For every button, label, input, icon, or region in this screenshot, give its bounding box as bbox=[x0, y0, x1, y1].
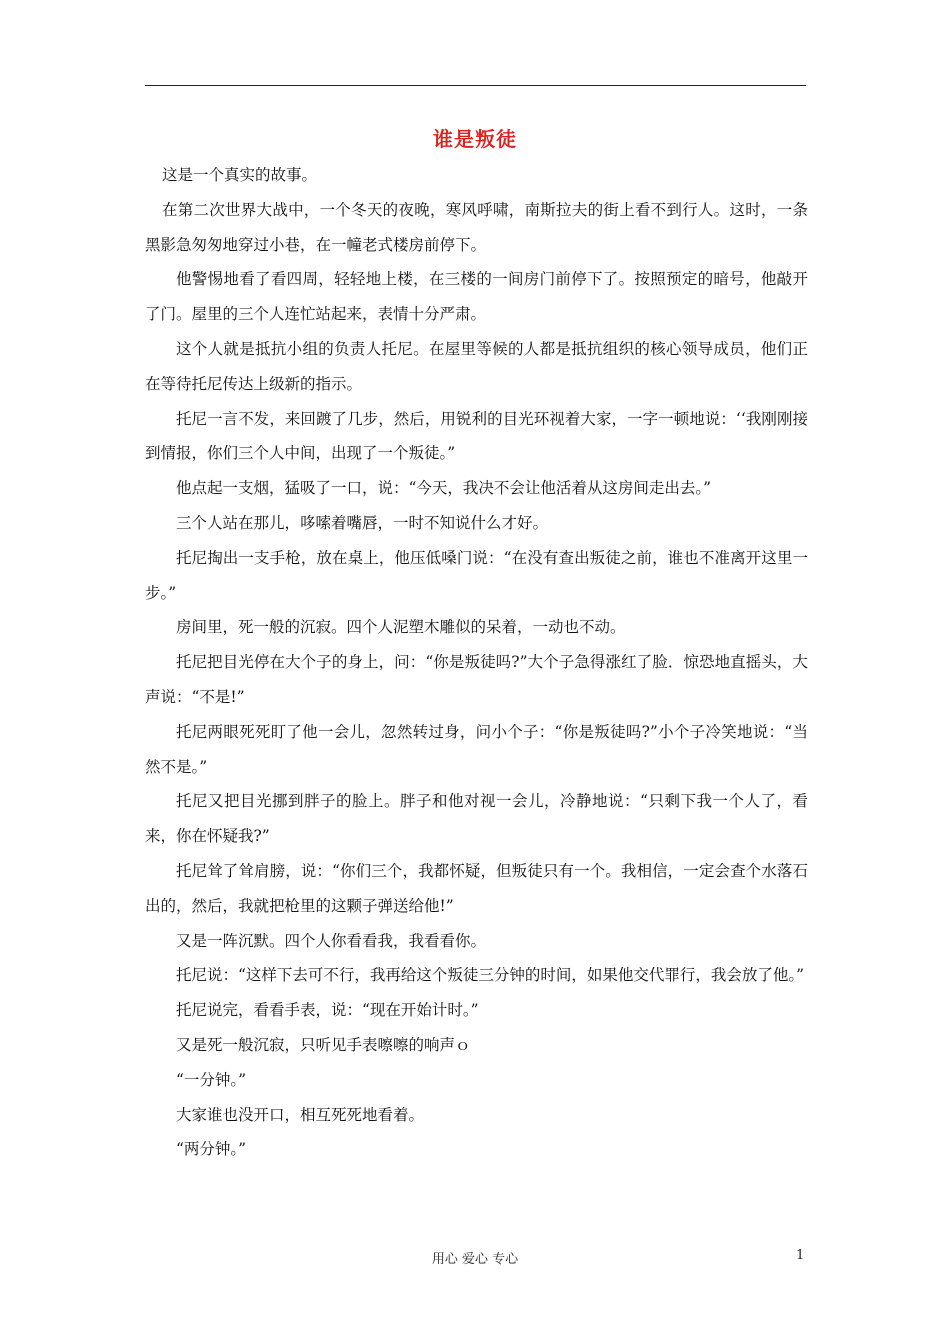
paragraph: 大家谁也没开口，相互死死地看着。 bbox=[176, 1105, 425, 1124]
paragraph: 这个人就是抵抗小组的负责人托尼。在屋里等候的人都是抵抗组织的核心领导成员，他们正在等待托尼传达上级新的指示。 bbox=[145, 339, 808, 393]
paragraph: “两分钟。” bbox=[176, 1140, 247, 1159]
paragraph: 在第二次世界大战中，一个冬天的夜晚，寒风呼啸，南斯拉夫的街上看不到行人。这时，一条黑影急匆匆地穿过小巷，在一幢老式楼房前停下。 bbox=[145, 200, 808, 254]
paragraph: 托尼说完，看看手表，说：“现在开始计时。” bbox=[176, 1001, 479, 1020]
paragraph: 托尼一言不发，来回踱了几步，然后，用锐利的目光环视着大家，一字一顿地说：‘‘我刚刚接到情报，你们三个人中间，出现了一个叛徒。” bbox=[145, 409, 808, 463]
document-body bbox=[145, 158, 808, 1167]
paragraph: 又是死一般沉寂，只听见手表嚓嚓的响声ｏ bbox=[176, 1035, 471, 1054]
paragraph: 托尼两眼死死盯了他一会儿，忽然转过身，问小个子：“你是叛徒吗?”小个子冷笑地说：“当然不是。” bbox=[145, 722, 808, 776]
paragraph: 他警惕地看了看四周，轻轻地上楼，在三楼的一间房门前停下了。按照预定的暗号，他敲开了门。屋里的三个人连忙站起来，表情十分严肃。 bbox=[145, 270, 808, 324]
paragraph: 房间里，死一般的沉寂。四个人泥塑木雕似的呆着，一动也不动。 bbox=[176, 618, 626, 637]
paragraph: 他点起一支烟，猛吸了一口，说：“今天，我决不会让他活着从这房间走出去。” bbox=[176, 479, 712, 498]
paragraph: “一分钟。” bbox=[176, 1070, 247, 1089]
page-number: 1 bbox=[796, 1248, 805, 1263]
paragraph: 三个人站在那儿，哆嗦着嘴唇，一时不知说什么才好。 bbox=[176, 513, 549, 532]
paragraph: 托尼说：“这样下去可不行，我再给这个叛徒三分钟的时间，如果他交代罪行，我会放了他。” bbox=[176, 966, 805, 985]
paragraph: 托尼又把目光挪到胖子的脸上。胖子和他对视一会儿，冷静地说：“只剩下我一个人了，看来，你在怀疑我?” bbox=[145, 792, 808, 846]
paragraph: 这是一个真实的故事。 bbox=[162, 166, 318, 184]
paragraph: 又是一阵沉默。四个人你看看我，我看看你。 bbox=[176, 931, 487, 950]
paragraph: 托尼耸了耸肩膀，说：“你们三个，我都怀疑，但叛徒只有一个。我相信，一定会查个水落石出的，然后，我就把枪里的这颗子弹送给他!” bbox=[145, 861, 808, 915]
footer-motto: 用心 爱心 专心 bbox=[431, 1252, 519, 1267]
paragraph: 托尼把目光停在大个子的身上，问：“你是叛徒吗?”大个子急得涨红了脸．惊恐地直摇头，大声说：“不是!” bbox=[145, 653, 808, 706]
paragraph: 托尼掏出一支手枪，放在桌上，他压低嗓门说：“在没有查出叛徒之前，谁也不准离开这里一步。” bbox=[145, 548, 808, 602]
document-title: 谁是叛徒 bbox=[433, 127, 517, 151]
header-rule bbox=[145, 85, 806, 86]
